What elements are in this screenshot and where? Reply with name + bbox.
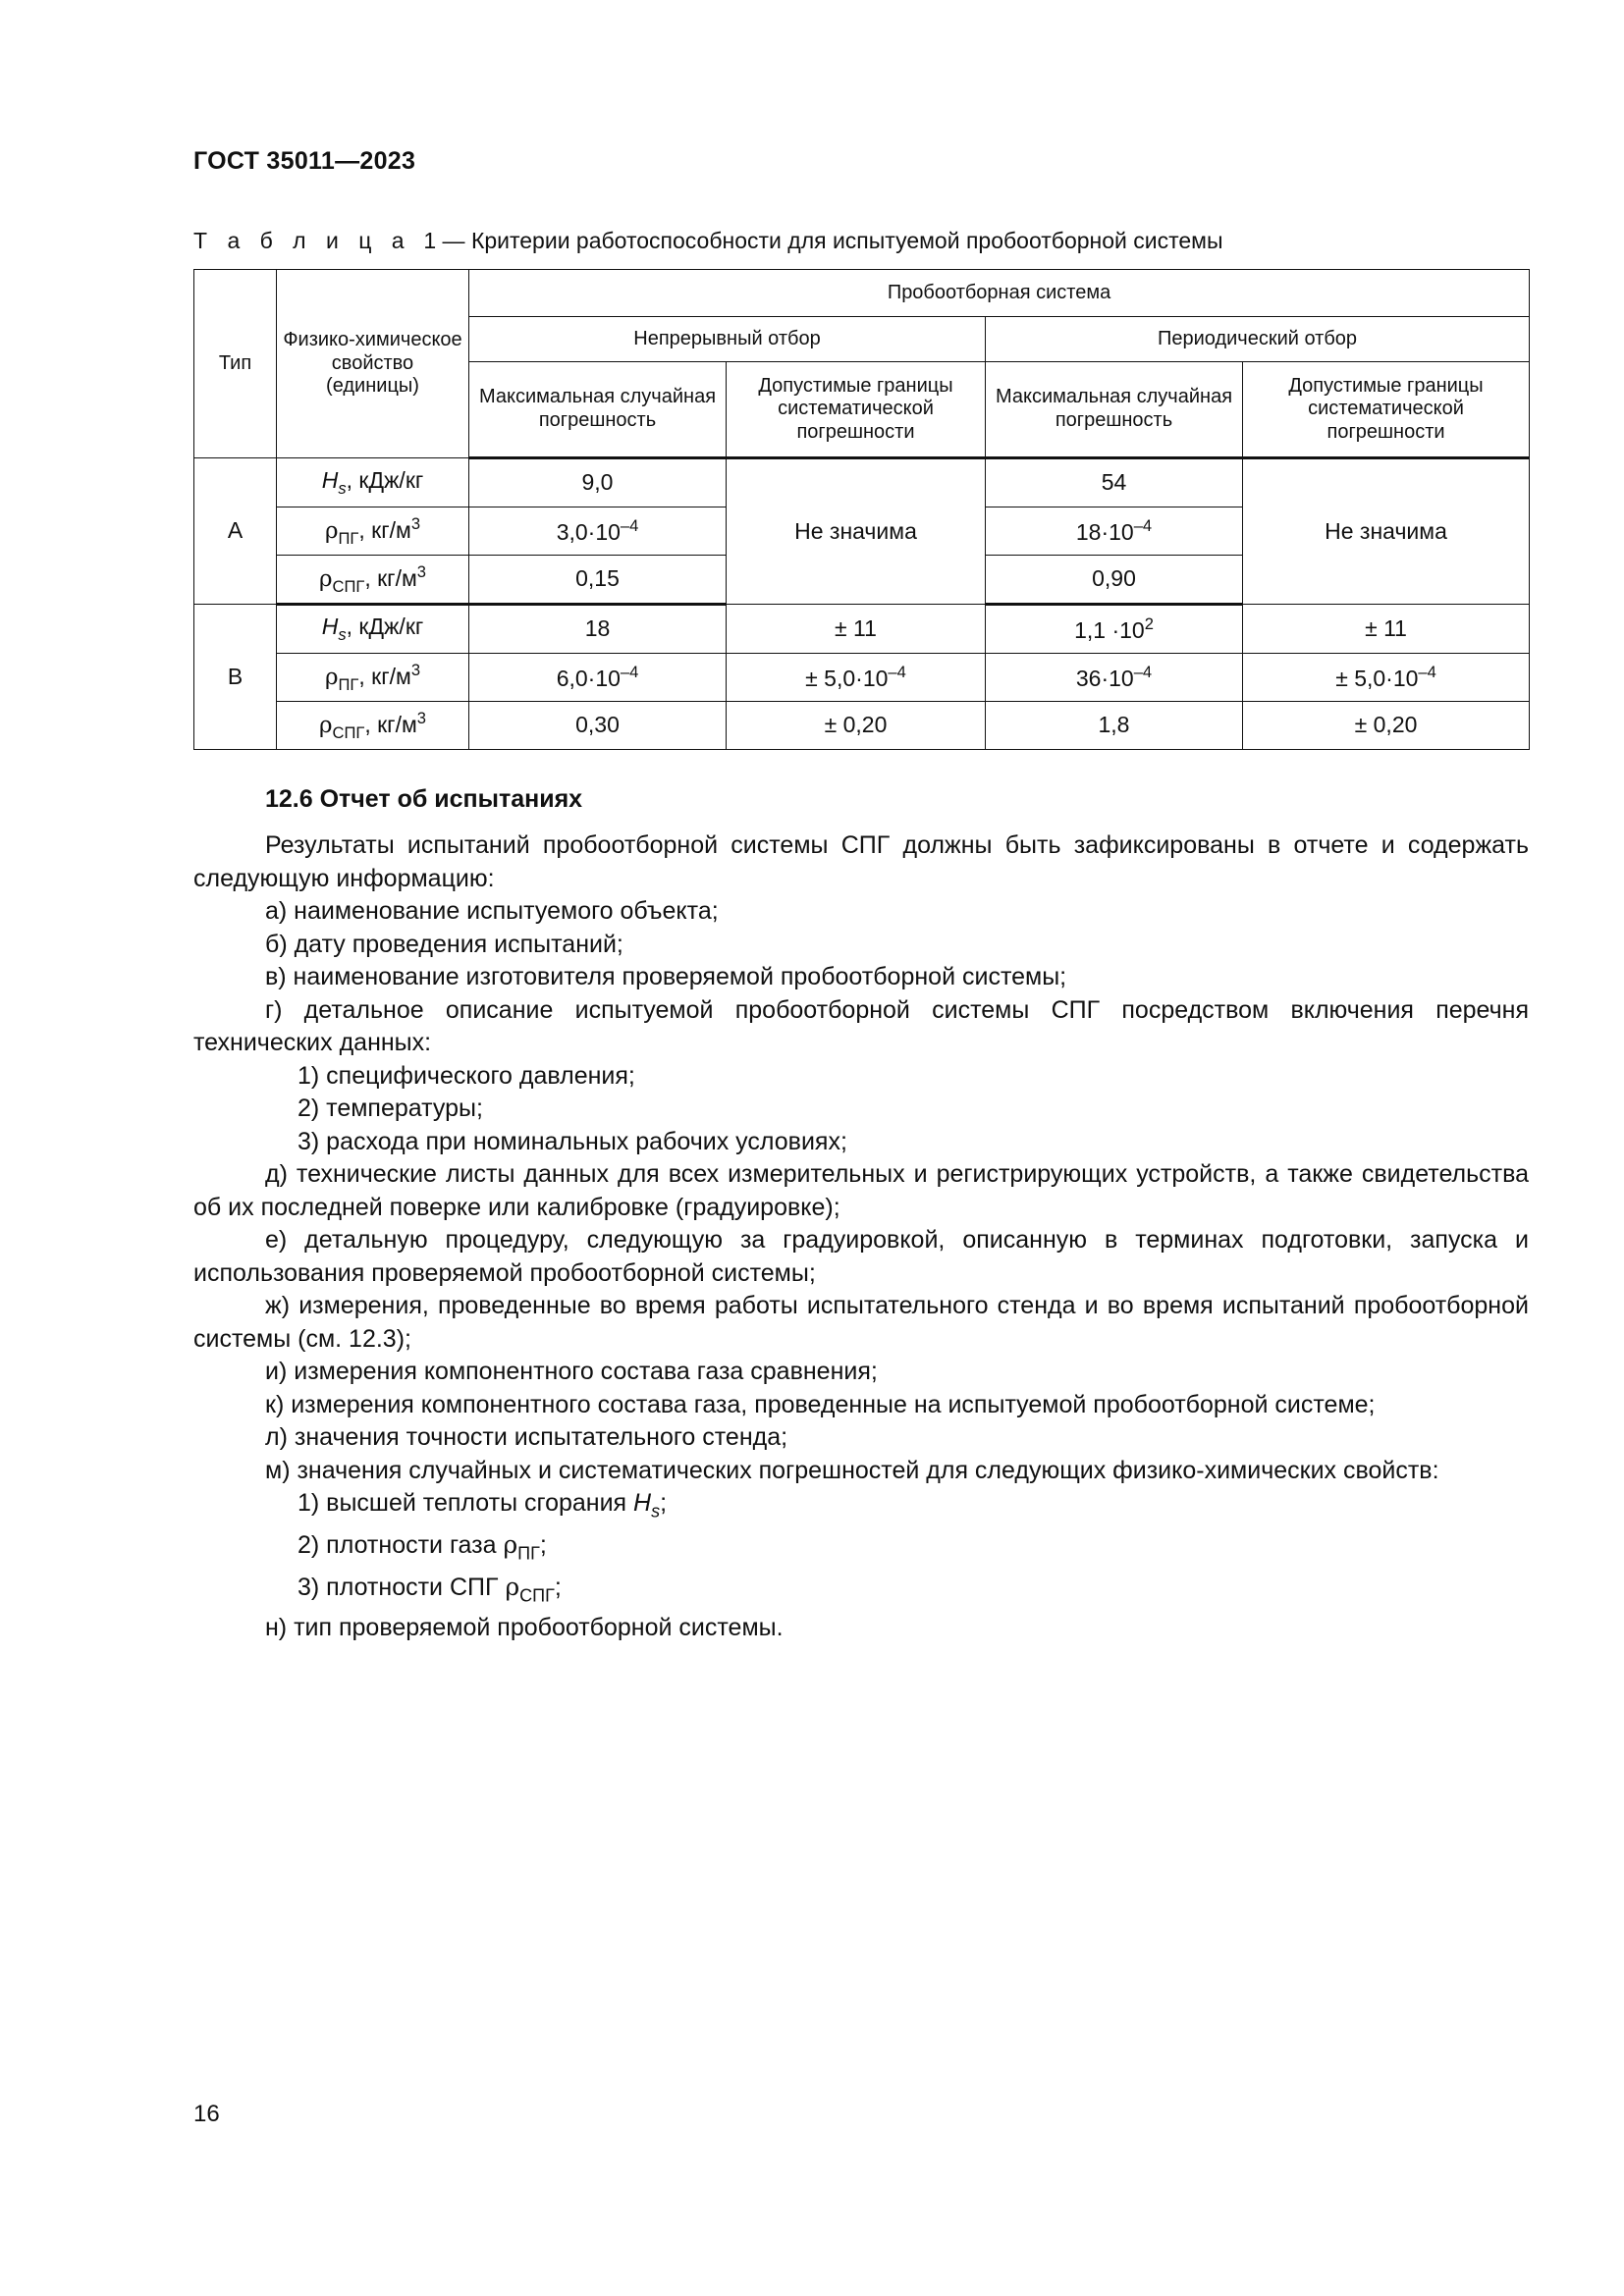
cont-max-error-header: Максимальная случайная погрешность: [469, 362, 727, 458]
value-cell: 54: [986, 458, 1243, 507]
cont-limits-header: Допустимые границы систематической погрешности: [727, 362, 986, 458]
group-label-b: B: [194, 605, 277, 750]
list-item: и) измерения компонентного состава газа сравнения;: [265, 1358, 878, 1385]
not-significant-cell: Не значима: [727, 458, 986, 605]
property-cell: $\rho_{СПГ}$, $кг/м^3$: [277, 702, 469, 750]
per-max-error-header: Максимальная случайная погрешность: [986, 362, 1243, 458]
list-item: д) технические листы данных для всех измерительных и регистрирующих устройств, а также свидетельства об их последней поверке или калибровке (градуировке);: [193, 1160, 1529, 1221]
document-header: ГОСТ 35011—2023: [193, 147, 416, 175]
table-caption-text: 1 — Критерии работоспособности для испытуемой пробоотборной системы: [423, 228, 1223, 253]
value-cell: 0,30: [469, 702, 727, 750]
table-row: [194, 605, 1530, 654]
sub-list-item: 3) плотности СПГ $\rho_{СПГ}$;: [298, 1572, 562, 1605]
table-row: [194, 702, 1530, 750]
value-cell: 18: [469, 605, 727, 654]
list-item: м) значения случайных и систематических погрешностей для следующих физико-химических свойств:: [265, 1456, 1439, 1484]
table-row: [194, 458, 1530, 507]
per-limits-header: Допустимые границы систематической погрешности: [1243, 362, 1530, 458]
value-cell: ± $5,0\cdot 10^{-4}$: [727, 654, 986, 702]
value-cell: 0,15: [469, 556, 727, 605]
value-cell: $36\cdot 10^{-4}$: [986, 654, 1243, 702]
list-item: н) тип проверяемой пробоотборной системы.: [265, 1614, 784, 1642]
criteria-table: [193, 269, 1530, 750]
sub-list-item: 2) температуры;: [298, 1095, 483, 1122]
value-cell: 9,0: [469, 458, 727, 507]
system-header: Пробоотборная система: [469, 270, 1530, 317]
table-row: [194, 654, 1530, 702]
not-significant-cell: Не значима: [1243, 458, 1530, 605]
value-cell: 0,90: [986, 556, 1243, 605]
continuous-header: Непрерывный отбор: [469, 317, 986, 362]
list-item: ж) измерения, проведенные во время работы испытательного стенда и во время испытаний пробоотборной системы (см. 12.3);: [193, 1292, 1529, 1353]
table-caption: [193, 228, 1223, 254]
table-caption-word: Т а б л и ц а: [193, 228, 411, 253]
page-number: 16: [193, 2101, 220, 2127]
property-cell: $\rho_{ПГ}$, $кг/м^3$: [277, 507, 469, 556]
list-item: к) измерения компонентного состава газа, проведенные на испытуемой пробоотборной системе;: [265, 1390, 1376, 1418]
list-item: е) детальную процедуру, следующую за градуировкой, описанную в терминах подготовки, запуска и использования проверяемой пробоотборной системы;: [193, 1226, 1529, 1287]
list-item: л) значения точности испытательного стенда;: [265, 1423, 788, 1451]
sub-list-item: 1) высшей теплоты сгорания $H_s$;: [298, 1489, 668, 1522]
section-title: 12.6 Отчет об испытаниях: [265, 785, 583, 813]
property-cell: $\rho_{СПГ}$, $кг/м^3$: [277, 556, 469, 605]
property-cell: $H_s$, кДж/кг: [277, 605, 469, 654]
periodic-header: Периодический отбор: [986, 317, 1530, 362]
value-cell: $3,0\cdot 10^{-4}$: [469, 507, 727, 556]
value-cell: ± 11: [727, 605, 986, 654]
list-item: г) детальное описание испытуемой пробоотборной системы СПГ посредством включения перечня технических данных:: [193, 995, 1529, 1056]
list-item: б) дату проведения испытаний;: [265, 930, 623, 958]
value-cell: ± 11: [1243, 605, 1530, 654]
value-cell: ± 0,20: [727, 702, 986, 750]
col-type-header: Тип: [194, 270, 277, 458]
value-cell: ± $5,0\cdot 10^{-4}$: [1243, 654, 1530, 702]
value-cell: ± 0,20: [1243, 702, 1530, 750]
sub-list-item: 1) специфического давления;: [298, 1061, 635, 1090]
sub-list-item: 2) плотности газа $\rho_{ПГ}$;: [298, 1529, 547, 1564]
value-cell: $1,1 \cdot 10^2$: [986, 605, 1243, 654]
paragraph-intro: Результаты испытаний пробоотборной системы СПГ должны быть зафиксированы в отчете и содержать следующую информацию:: [193, 831, 1529, 892]
col-property-header: Физико-химическое свойство (единицы): [277, 270, 469, 458]
list-item: а) наименование испытуемого объекта;: [265, 897, 719, 925]
property-cell: $H_s$, кДж/кг: [277, 458, 469, 507]
value-cell: $18\cdot 10^{-4}$: [986, 507, 1243, 556]
value-cell: 1,8: [986, 702, 1243, 750]
value-cell: $6,0\cdot 10^{-4}$: [469, 654, 727, 702]
section-body: [193, 829, 1529, 1645]
list-item: в) наименование изготовителя проверяемой пробоотборной системы;: [265, 963, 1067, 990]
sub-list-item: 3) расхода при номинальных рабочих условиях;: [298, 1127, 847, 1155]
group-label-a: А: [194, 458, 277, 605]
property-cell: $\rho_{ПГ}$, $кг/м^3$: [277, 654, 469, 702]
